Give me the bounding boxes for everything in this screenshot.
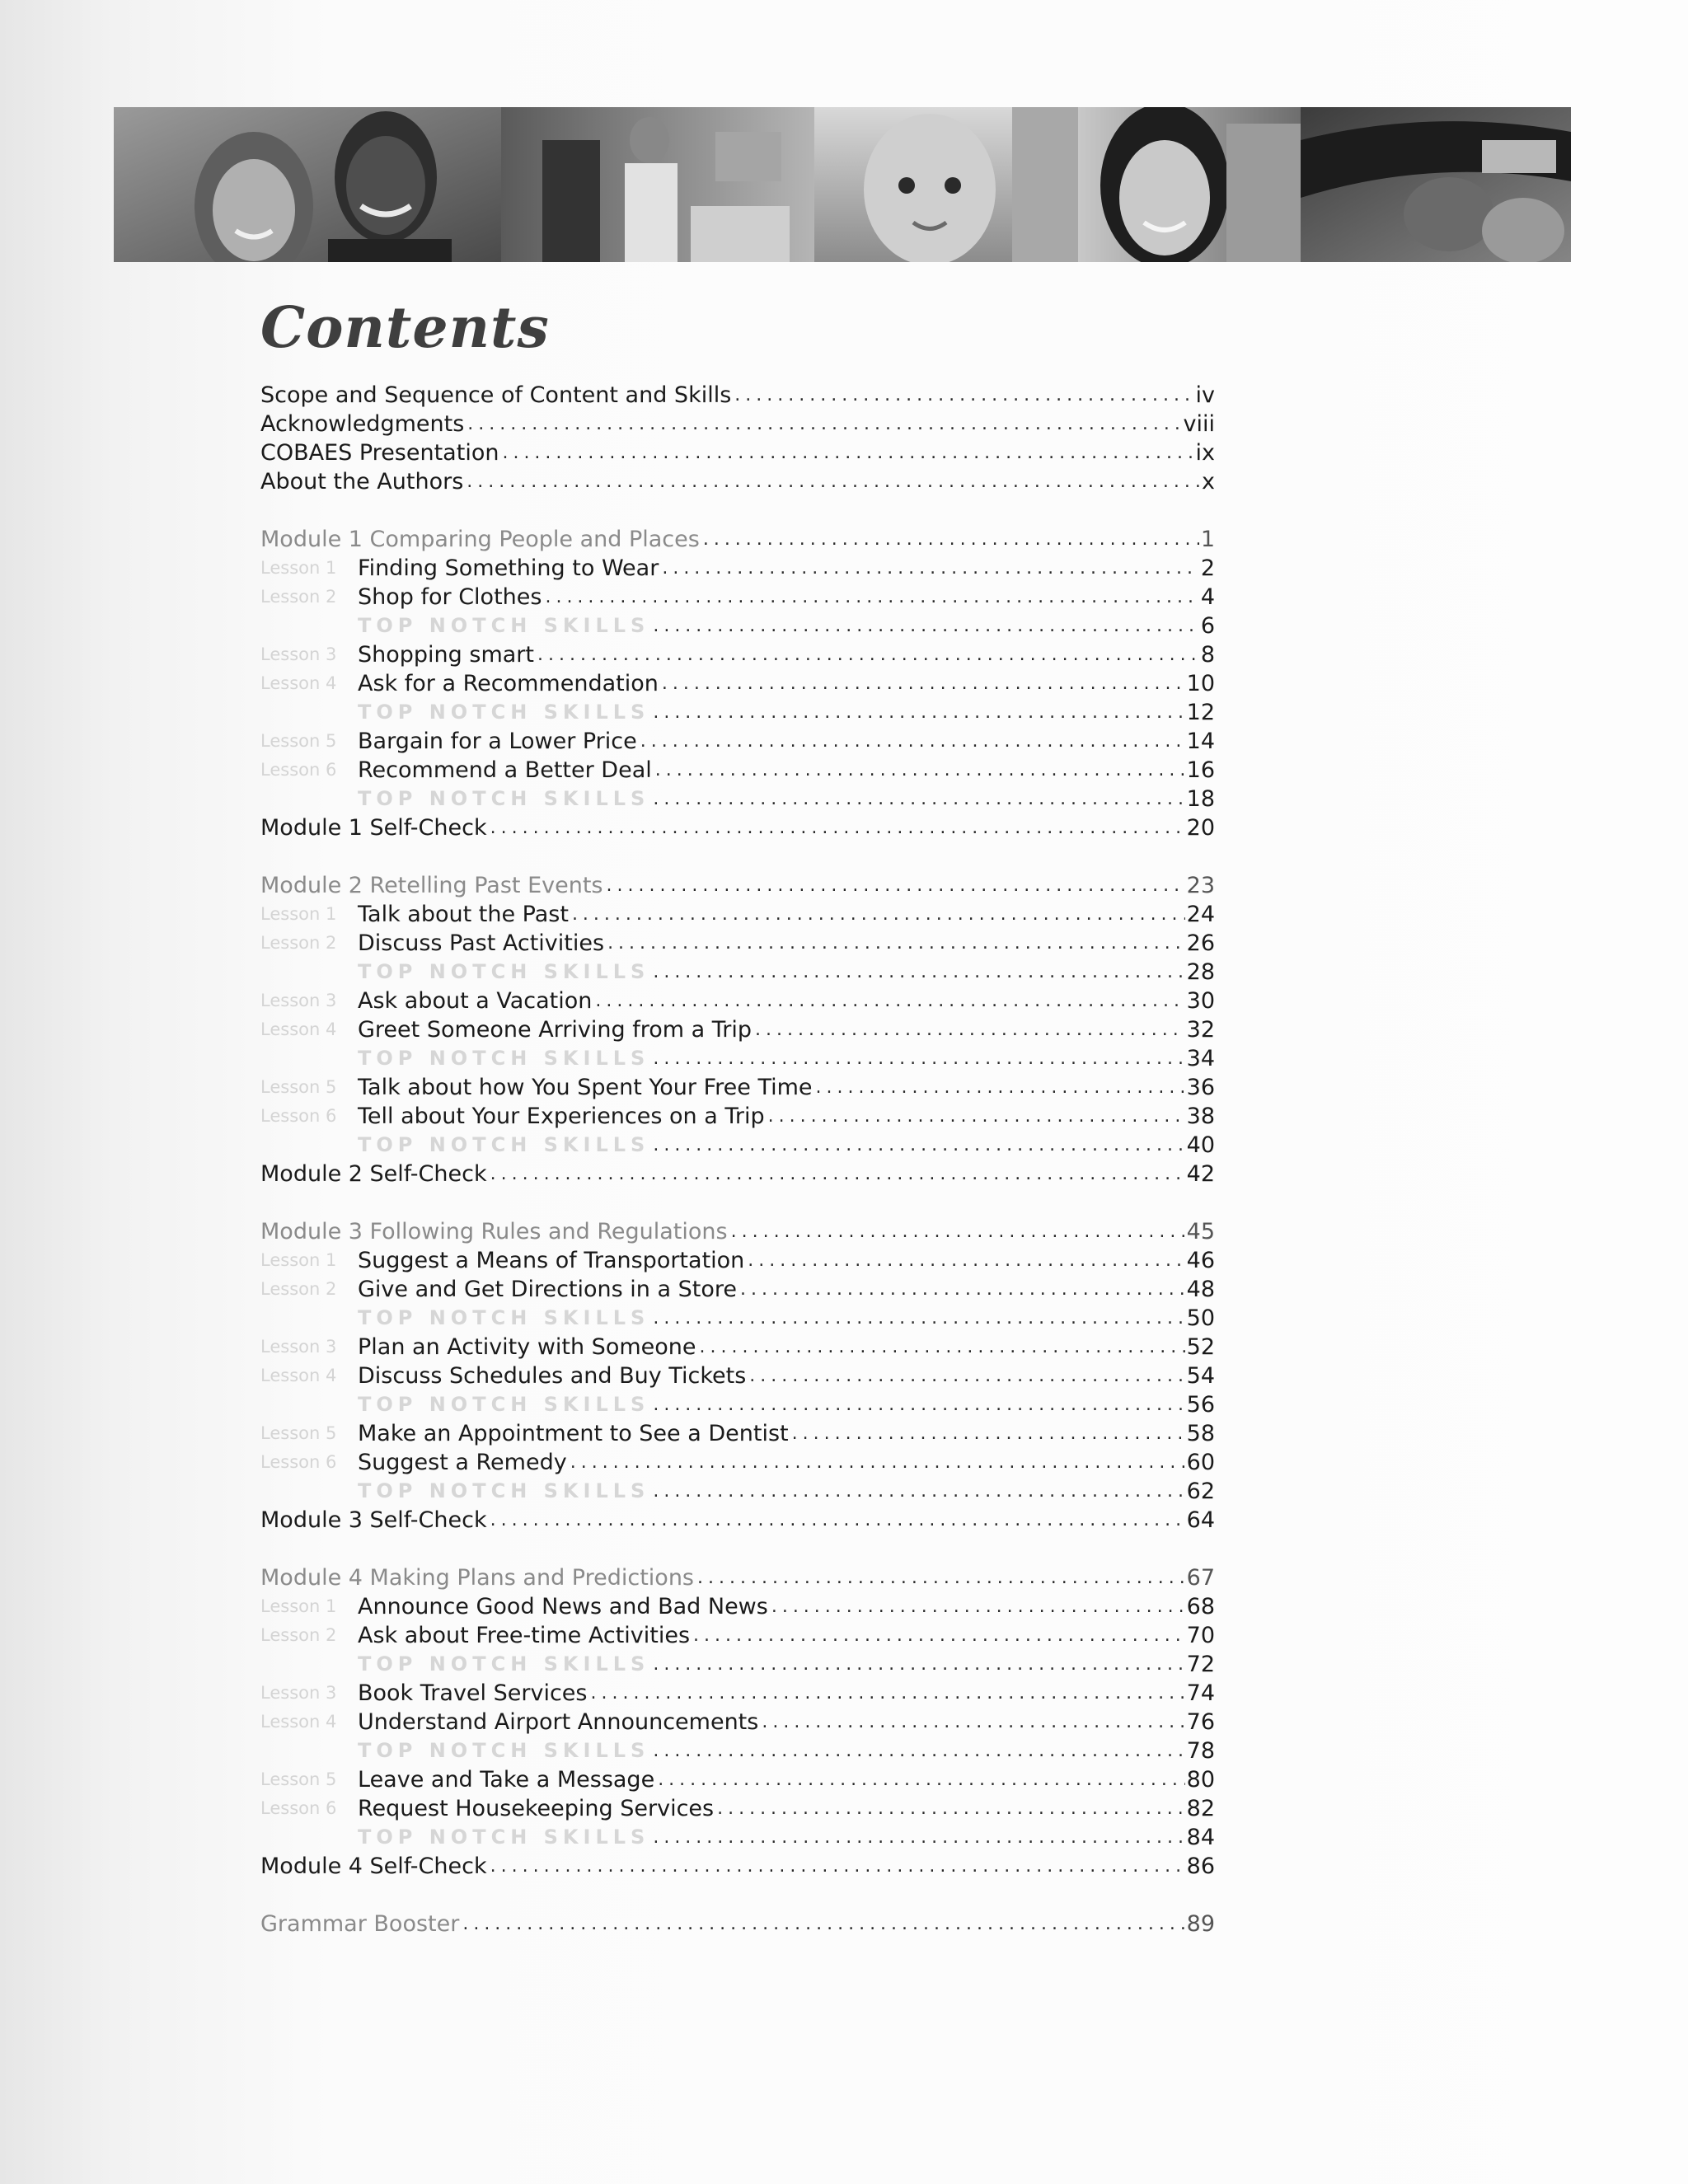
toc-entry-label: Shopping smart bbox=[358, 642, 534, 668]
module-heading[interactable] bbox=[260, 1563, 1215, 1592]
lesson-number: Lesson 1 bbox=[260, 1596, 337, 1616]
dot-leader bbox=[502, 441, 1193, 467]
toc-entry-page: 26 bbox=[1186, 930, 1215, 956]
dot-leader bbox=[816, 1076, 1185, 1102]
toc-entry-page: 56 bbox=[1186, 1392, 1215, 1418]
lesson-number: Lesson 1 bbox=[260, 558, 337, 578]
lesson-number: Lesson 6 bbox=[260, 760, 337, 780]
table-of-contents bbox=[260, 381, 1215, 1938]
toc-entry-page: 54 bbox=[1186, 1363, 1215, 1389]
dot-leader bbox=[653, 614, 1198, 640]
dot-leader bbox=[490, 1508, 1185, 1535]
baby-photo bbox=[814, 107, 1078, 262]
toc-entry-page: 6 bbox=[1200, 613, 1215, 639]
toc-entry-label: Ask about Free-time Activities bbox=[358, 1623, 691, 1648]
lesson-entry[interactable] bbox=[260, 929, 1215, 958]
lesson-entry[interactable] bbox=[260, 1621, 1215, 1650]
toc-entry-page: 36 bbox=[1186, 1075, 1215, 1100]
young-woman-photo bbox=[1078, 107, 1301, 262]
module-self-check-entry[interactable] bbox=[260, 1506, 1215, 1535]
toc-entry-page: 74 bbox=[1186, 1680, 1215, 1706]
toc-entry-page: 40 bbox=[1186, 1132, 1215, 1158]
toc-entry-label: TOP NOTCH SKILLS bbox=[358, 1393, 650, 1416]
dot-leader bbox=[653, 1652, 1184, 1679]
lesson-number: Lesson 3 bbox=[260, 1337, 337, 1357]
toc-entry-page: 86 bbox=[1186, 1854, 1215, 1879]
toc-entry-page: 58 bbox=[1186, 1421, 1215, 1446]
toc-entry-label: Make an Appointment to See a Dentist bbox=[358, 1421, 789, 1446]
dot-leader bbox=[734, 383, 1193, 410]
dot-leader bbox=[490, 1162, 1185, 1188]
toc-entry-label: Give and Get Directions in a Store bbox=[358, 1277, 737, 1302]
toc-entry-page: 70 bbox=[1186, 1623, 1215, 1648]
toc-entry-label: Suggest a Remedy bbox=[358, 1450, 567, 1475]
toc-entry-label: COBAES Presentation bbox=[260, 440, 499, 466]
lesson-entry[interactable] bbox=[260, 583, 1215, 612]
toc-entry-page: 16 bbox=[1186, 757, 1215, 783]
lesson-entry[interactable] bbox=[260, 1102, 1215, 1131]
lesson-entry[interactable] bbox=[260, 1419, 1215, 1448]
toc-entry-label: TOP NOTCH SKILLS bbox=[358, 614, 650, 637]
module-heading[interactable] bbox=[260, 525, 1215, 554]
top-notch-skills-entry[interactable] bbox=[260, 785, 1215, 813]
top-notch-skills-entry[interactable] bbox=[260, 1823, 1215, 1852]
toc-entry-page: 34 bbox=[1186, 1046, 1215, 1071]
lesson-number: Lesson 3 bbox=[260, 991, 337, 1010]
toc-entry[interactable] bbox=[260, 467, 1215, 496]
toc-entry-label: Talk about the Past bbox=[358, 902, 569, 927]
lesson-number: Lesson 5 bbox=[260, 731, 337, 751]
lesson-entry[interactable] bbox=[260, 727, 1215, 756]
dot-leader bbox=[662, 672, 1185, 698]
lesson-entry[interactable] bbox=[260, 1794, 1215, 1823]
dot-leader bbox=[467, 412, 1181, 438]
toc-entry[interactable] bbox=[260, 381, 1215, 410]
toc-entry-label: Recommend a Better Deal bbox=[358, 757, 652, 783]
toc-entry-page: 1 bbox=[1200, 527, 1215, 552]
module-self-check-entry[interactable] bbox=[260, 813, 1215, 842]
dot-leader bbox=[653, 1825, 1184, 1852]
toc-entry-page: 82 bbox=[1186, 1796, 1215, 1821]
dot-leader bbox=[607, 931, 1185, 958]
dot-leader bbox=[762, 1710, 1184, 1736]
dot-leader bbox=[590, 1681, 1184, 1708]
toc-entry-label: TOP NOTCH SKILLS bbox=[358, 1133, 650, 1156]
top-notch-skills-entry[interactable] bbox=[260, 698, 1215, 727]
toc-entry-page: 78 bbox=[1186, 1738, 1215, 1764]
toc-entry-page: 10 bbox=[1186, 671, 1215, 696]
toc-entry-label: Shop for Clothes bbox=[358, 584, 542, 610]
dot-leader bbox=[740, 1277, 1185, 1304]
module-heading[interactable] bbox=[260, 1217, 1215, 1246]
toc-entry-label: Understand Airport Announcements bbox=[358, 1709, 759, 1735]
toc-entry-label: Ask about a Vacation bbox=[358, 988, 593, 1014]
lesson-number: Lesson 1 bbox=[260, 1250, 337, 1270]
dot-leader bbox=[653, 1393, 1184, 1419]
top-notch-skills-entry[interactable] bbox=[260, 958, 1215, 987]
toc-entry-label: Ask for a Recommendation bbox=[358, 671, 659, 696]
lesson-number: Lesson 6 bbox=[260, 1798, 337, 1818]
lesson-number: Lesson 2 bbox=[260, 1279, 337, 1299]
lesson-number: Lesson 6 bbox=[260, 1452, 337, 1472]
toc-entry-page: 64 bbox=[1186, 1507, 1215, 1533]
lesson-number: Lesson 5 bbox=[260, 1423, 337, 1443]
lesson-number: Lesson 2 bbox=[260, 587, 337, 607]
couple-photo bbox=[114, 107, 501, 262]
toc-entry-label: Module 1 Self-Check bbox=[260, 815, 487, 841]
toc-entry-label: TOP NOTCH SKILLS bbox=[358, 1652, 650, 1675]
toc-entry-page: 30 bbox=[1186, 988, 1215, 1014]
toc-entry-label: Bargain for a Lower Price bbox=[358, 729, 637, 754]
dot-leader bbox=[653, 1479, 1184, 1506]
toc-entry-label: Talk about how You Spent Your Free Time bbox=[358, 1075, 813, 1100]
lesson-entry[interactable] bbox=[260, 987, 1215, 1015]
lesson-entry[interactable] bbox=[260, 1679, 1215, 1708]
module-heading[interactable] bbox=[260, 871, 1215, 900]
lesson-entry[interactable] bbox=[260, 1765, 1215, 1794]
dot-leader bbox=[640, 729, 1185, 756]
top-notch-skills-entry[interactable] bbox=[260, 1044, 1215, 1073]
lesson-entry[interactable] bbox=[260, 756, 1215, 785]
dot-leader bbox=[653, 1306, 1184, 1333]
top-notch-skills-entry[interactable] bbox=[260, 1477, 1215, 1506]
toc-entry-label: Module 2 Self-Check bbox=[260, 1161, 487, 1187]
lesson-number: Lesson 5 bbox=[260, 1769, 337, 1789]
toc-entry-label: Acknowledgments bbox=[260, 411, 465, 437]
page-title: Contents bbox=[260, 295, 550, 361]
lesson-number: Lesson 1 bbox=[260, 904, 337, 924]
toc-entry-page: 72 bbox=[1186, 1652, 1215, 1677]
toc-entry-page: 23 bbox=[1186, 873, 1215, 898]
toc-entry-label: Module 2 Retelling Past Events bbox=[260, 873, 603, 898]
lesson-number: Lesson 4 bbox=[260, 1019, 337, 1039]
toc-entry-page: 84 bbox=[1186, 1825, 1215, 1850]
toc-entry-label: Book Travel Services bbox=[358, 1680, 588, 1706]
toc-entry-label: Finding Something to Wear bbox=[358, 555, 659, 581]
toc-entry-label: About the Authors bbox=[260, 469, 464, 494]
dot-leader bbox=[700, 1335, 1185, 1361]
toc-entry-grammar-booster[interactable] bbox=[260, 1910, 1215, 1938]
dot-leader bbox=[653, 787, 1184, 813]
lesson-entry[interactable] bbox=[260, 1361, 1215, 1390]
top-notch-skills-entry[interactable] bbox=[260, 1131, 1215, 1160]
dot-leader bbox=[748, 1249, 1184, 1275]
dot-leader bbox=[653, 1739, 1184, 1765]
dot-leader bbox=[755, 1018, 1185, 1044]
toc-entry-label: TOP NOTCH SKILLS bbox=[358, 787, 650, 810]
toc-entry-label: TOP NOTCH SKILLS bbox=[358, 1739, 650, 1762]
lesson-entry[interactable] bbox=[260, 1592, 1215, 1621]
toc-entry-label: Module 3 Self-Check bbox=[260, 1507, 487, 1533]
toc-entry-page: 18 bbox=[1186, 786, 1215, 812]
toc-entry-label: TOP NOTCH SKILLS bbox=[358, 1047, 650, 1070]
dot-leader bbox=[653, 960, 1184, 987]
toc-entry-label: Module 1 Comparing People and Places bbox=[260, 527, 700, 552]
toc-entry-page: x bbox=[1202, 469, 1215, 494]
toc-entry-label: TOP NOTCH SKILLS bbox=[358, 1825, 650, 1849]
toc-entry-page: 89 bbox=[1186, 1911, 1215, 1937]
top-notch-skills-entry[interactable] bbox=[260, 1304, 1215, 1333]
toc-entry-page: 50 bbox=[1186, 1305, 1215, 1331]
lesson-number: Lesson 3 bbox=[260, 1683, 337, 1703]
dot-leader bbox=[595, 989, 1184, 1015]
toc-entry-page: 14 bbox=[1186, 729, 1215, 754]
toc-entry-label: TOP NOTCH SKILLS bbox=[358, 1306, 650, 1329]
lesson-entry[interactable] bbox=[260, 1448, 1215, 1477]
dot-leader bbox=[653, 1133, 1184, 1160]
toc-entry-page: viii bbox=[1183, 411, 1215, 437]
dot-leader bbox=[653, 701, 1184, 727]
office-workers-photo bbox=[501, 107, 814, 262]
lesson-entry[interactable] bbox=[260, 900, 1215, 929]
lesson-number: Lesson 3 bbox=[260, 644, 337, 664]
dot-leader bbox=[731, 1220, 1185, 1246]
toc-entry-page: 4 bbox=[1200, 584, 1215, 610]
dot-leader bbox=[537, 643, 1199, 669]
lesson-number: Lesson 5 bbox=[260, 1077, 337, 1097]
toc-entry-label: Discuss Past Activities bbox=[358, 930, 605, 956]
top-notch-skills-entry[interactable] bbox=[260, 1736, 1215, 1765]
lesson-entry[interactable] bbox=[260, 1708, 1215, 1736]
toc-entry-page: iv bbox=[1195, 382, 1215, 408]
toc-entry-page: 45 bbox=[1186, 1219, 1215, 1244]
dot-leader bbox=[570, 1451, 1185, 1477]
toc-entry-label: Request Housekeeping Services bbox=[358, 1796, 715, 1821]
dot-leader bbox=[771, 1595, 1185, 1621]
dot-leader bbox=[462, 1912, 1184, 1938]
toc-entry-label: Module 4 Self-Check bbox=[260, 1854, 487, 1879]
toc-entry-page: 28 bbox=[1186, 959, 1215, 985]
toc-entry-label: Grammar Booster bbox=[260, 1911, 460, 1937]
toc-entry-label: TOP NOTCH SKILLS bbox=[358, 960, 650, 983]
dot-leader bbox=[545, 585, 1198, 612]
toc-entry[interactable] bbox=[260, 410, 1215, 438]
toc-entry-page: 8 bbox=[1200, 642, 1215, 668]
dot-leader bbox=[792, 1422, 1185, 1448]
lesson-entry[interactable] bbox=[260, 1275, 1215, 1304]
lesson-entry[interactable] bbox=[260, 1073, 1215, 1102]
lesson-number: Lesson 4 bbox=[260, 1366, 337, 1385]
module-self-check-entry[interactable] bbox=[260, 1852, 1215, 1881]
photo-banner bbox=[114, 107, 1571, 262]
dot-leader bbox=[697, 1566, 1185, 1592]
toc-entry-page: 62 bbox=[1186, 1479, 1215, 1504]
toc-entry-label: Greet Someone Arriving from a Trip bbox=[358, 1017, 753, 1043]
dot-leader bbox=[662, 556, 1198, 583]
toc-entry-page: 67 bbox=[1186, 1565, 1215, 1591]
top-notch-skills-entry[interactable] bbox=[260, 1390, 1215, 1419]
toc-entry-page: 60 bbox=[1186, 1450, 1215, 1475]
lesson-number: Lesson 4 bbox=[260, 673, 337, 693]
toc-entry-page: 52 bbox=[1186, 1334, 1215, 1360]
car-travelers-photo bbox=[1301, 107, 1571, 262]
dot-leader bbox=[768, 1104, 1185, 1131]
toc-entry-page: 12 bbox=[1186, 700, 1215, 725]
dot-leader bbox=[703, 527, 1199, 554]
toc-entry-label: Module 4 Making Plans and Predictions bbox=[260, 1565, 694, 1591]
toc-entry-page: ix bbox=[1195, 440, 1215, 466]
dot-leader bbox=[717, 1797, 1185, 1823]
toc-entry-page: 80 bbox=[1186, 1767, 1215, 1793]
top-notch-skills-entry[interactable] bbox=[260, 1650, 1215, 1679]
toc-entry-label: Plan an Activity with Someone bbox=[358, 1334, 696, 1360]
toc-entry-page: 76 bbox=[1186, 1709, 1215, 1735]
toc-entry-page: 68 bbox=[1186, 1594, 1215, 1619]
dot-leader bbox=[658, 1768, 1184, 1794]
toc-entry-label: TOP NOTCH SKILLS bbox=[358, 1479, 650, 1502]
lesson-entry[interactable] bbox=[260, 554, 1215, 583]
dot-leader bbox=[606, 874, 1184, 900]
dot-leader bbox=[693, 1624, 1185, 1650]
toc-entry-page: 2 bbox=[1200, 555, 1215, 581]
dot-leader bbox=[490, 816, 1185, 842]
toc-entry-page: 20 bbox=[1186, 815, 1215, 841]
toc-entry-page: 46 bbox=[1186, 1248, 1215, 1273]
lesson-number: Lesson 2 bbox=[260, 933, 337, 953]
toc-entry-label: Module 3 Following Rules and Regulations bbox=[260, 1219, 728, 1244]
toc-entry-label: Tell about Your Experiences on a Trip bbox=[358, 1104, 765, 1129]
lesson-number: Lesson 6 bbox=[260, 1106, 337, 1126]
dot-leader bbox=[655, 758, 1185, 785]
dot-leader bbox=[467, 470, 1200, 496]
dot-leader bbox=[749, 1364, 1184, 1390]
lesson-entry[interactable] bbox=[260, 1015, 1215, 1044]
toc-entry-label: Suggest a Means of Transportation bbox=[358, 1248, 745, 1273]
toc-entry-label: TOP NOTCH SKILLS bbox=[358, 701, 650, 724]
toc-entry-page: 48 bbox=[1186, 1277, 1215, 1302]
toc-entry-label: Scope and Sequence of Content and Skills bbox=[260, 382, 732, 408]
toc-entry-page: 38 bbox=[1186, 1104, 1215, 1129]
modules-list bbox=[260, 525, 1215, 1881]
dot-leader bbox=[572, 902, 1185, 929]
lesson-entry[interactable] bbox=[260, 669, 1215, 698]
toc-entry-label: Announce Good News and Bad News bbox=[358, 1594, 768, 1619]
lesson-entry[interactable] bbox=[260, 1246, 1215, 1275]
toc-entry-page: 42 bbox=[1186, 1161, 1215, 1187]
toc-entry-label: Leave and Take a Message bbox=[358, 1767, 655, 1793]
dot-leader bbox=[653, 1047, 1184, 1073]
dot-leader bbox=[490, 1854, 1185, 1881]
lesson-number: Lesson 2 bbox=[260, 1625, 337, 1645]
toc-entry-page: 32 bbox=[1186, 1017, 1215, 1043]
toc-entry-page: 24 bbox=[1186, 902, 1215, 927]
lesson-entry[interactable] bbox=[260, 640, 1215, 669]
module-self-check-entry[interactable] bbox=[260, 1160, 1215, 1188]
lesson-number: Lesson 4 bbox=[260, 1712, 337, 1732]
lesson-entry[interactable] bbox=[260, 1333, 1215, 1361]
top-notch-skills-entry[interactable] bbox=[260, 612, 1215, 640]
toc-entry[interactable] bbox=[260, 438, 1215, 467]
toc-entry-label: Discuss Schedules and Buy Tickets bbox=[358, 1363, 747, 1389]
